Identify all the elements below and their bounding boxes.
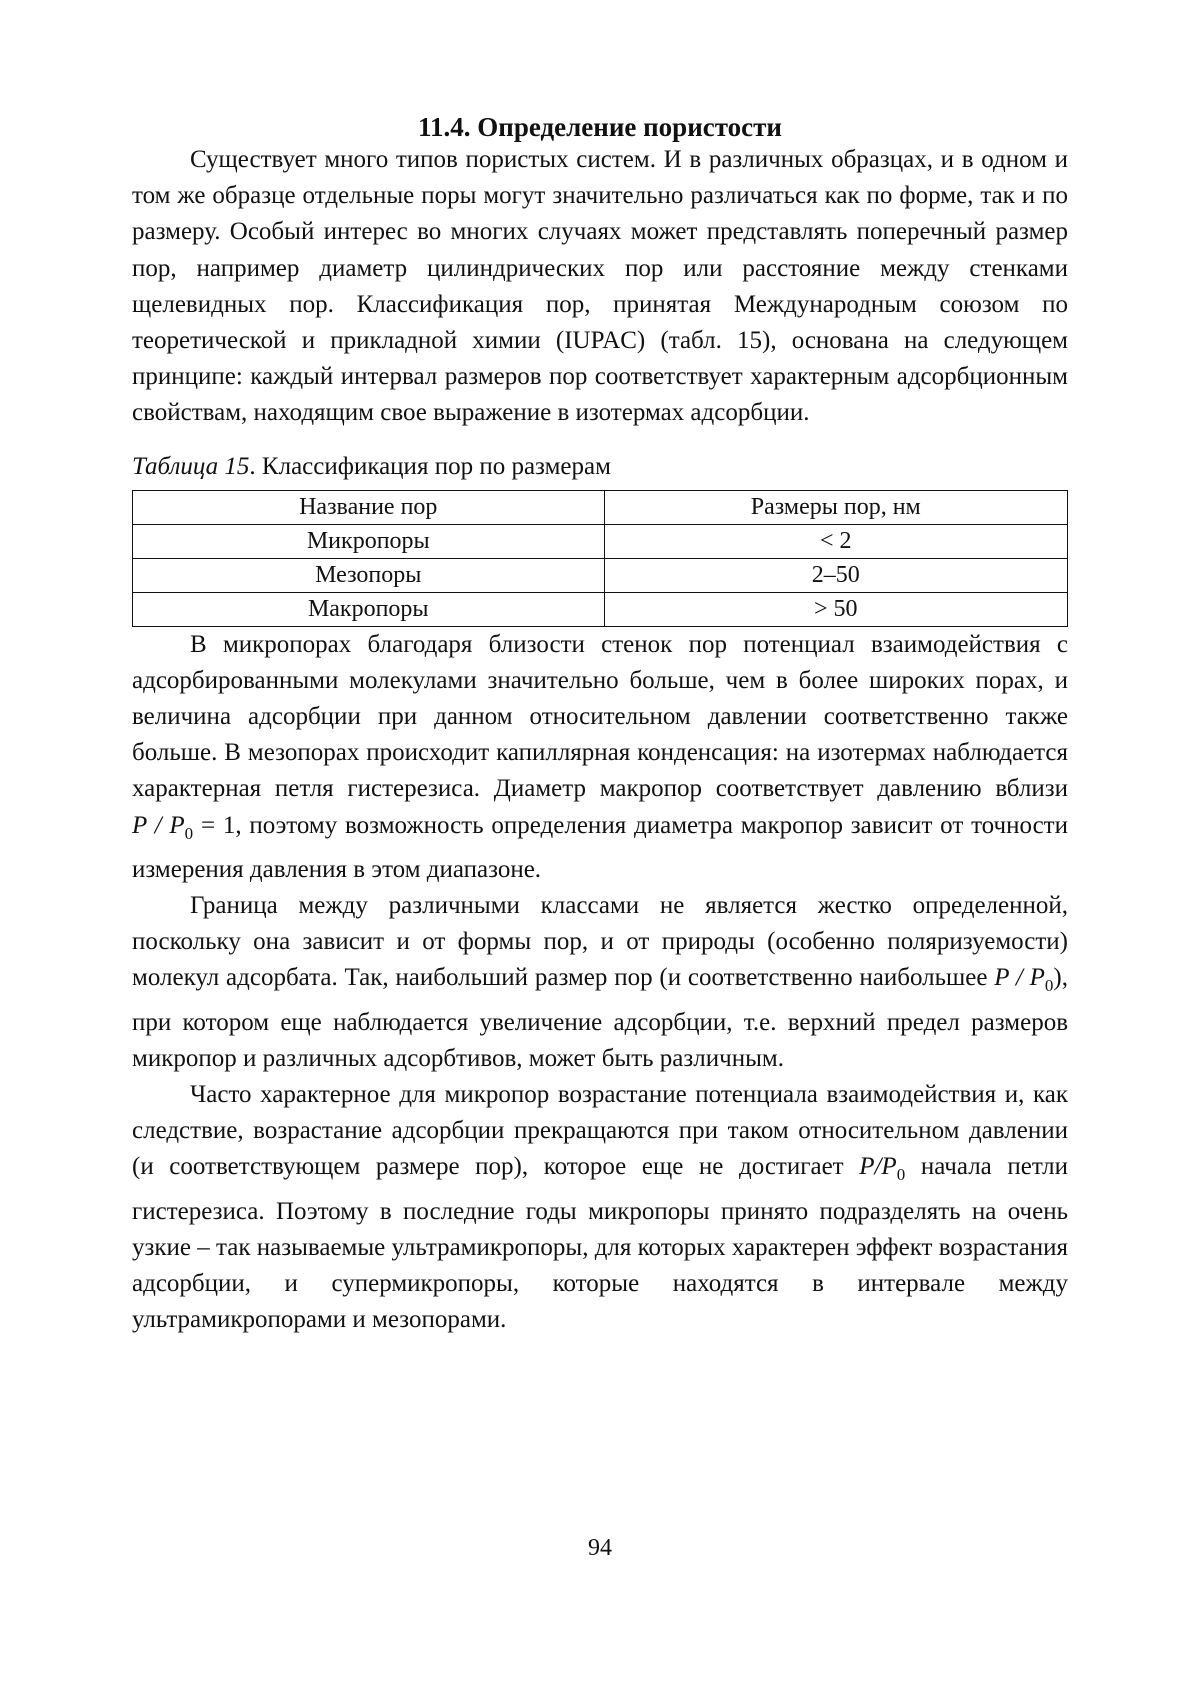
paragraph-micropores-text-1: В микропорах благодаря близости стенок пор потенциал взаимодействия с адсорбированными молекулами значительно больше, чем в более широких порах, и величина адсорбции при данном относительном давлении соответственно также больше. В мезопорах происходит капиллярная конденсация: на изотермах наблюдается характерная петля гистерезиса. Диаметр макропор соответствует давлению вблизи bbox=[132, 630, 1068, 803]
paragraph-class-boundary bbox=[132, 888, 1068, 1077]
table-cell-size: 2–50 bbox=[604, 558, 1067, 592]
table-cell-size: > 50 bbox=[604, 592, 1067, 626]
paragraph-micropores-text-2: = 1, поэтому возможность определения диаметра макропор зависит от точности измерения давления в этом диапазоне. bbox=[132, 811, 1068, 883]
section-title: 11.4. Определение пористости bbox=[418, 112, 782, 142]
paragraph-ultramicropores-text-1: Часто характерное для микропор возрастание потенциала взаимодействия и, как следствие, возрастание адсорбции прекращаются при таком относительном давлении (и соответствующем размере пор), которое еще не достигает bbox=[132, 1081, 1068, 1181]
formula-subscript: 0 bbox=[896, 1165, 906, 1185]
table-cell-name: Макропоры bbox=[133, 592, 605, 626]
pore-classification-table bbox=[132, 490, 1068, 627]
pressure-ratio-formula bbox=[994, 964, 1054, 996]
page-number: 94 bbox=[588, 1535, 612, 1561]
table-caption-label: Таблица 15 bbox=[132, 452, 250, 480]
pressure-ratio-formula bbox=[859, 1153, 906, 1185]
document-page bbox=[132, 112, 1068, 1338]
table-row bbox=[133, 524, 1068, 558]
formula-text: P/P bbox=[859, 1153, 897, 1181]
pressure-ratio-formula bbox=[132, 811, 194, 843]
formula-subscript: 0 bbox=[1044, 976, 1054, 996]
paragraph-ultramicropores-text-2: начала петли гистерезиса. Поэтому в последние годы микропоры принято подразделять на очень узкие – так называемые ультрамикропоры, для которых характерен эффект возрастания адсорбции, и супермикропоры, которые находятся в интервале между ультрамикропорами и мезопорами. bbox=[132, 1153, 1068, 1334]
table-header-size: Размеры пор, нм bbox=[604, 490, 1067, 524]
formula-subscript: 0 bbox=[184, 823, 194, 843]
table-row bbox=[133, 558, 1068, 592]
table-caption-text: . Классификация пор по размерам bbox=[249, 452, 611, 480]
paragraph-micropores bbox=[132, 627, 1068, 888]
paragraph-intro: Существует много типов пористых систем. И в различных образцах, и в одном и том же образце отдельные поры могут значительно различаться как по форме, так и по размеру. Особый интерес во многих случаях может представлять поперечный размер пор, например диаметр цилиндрических пор или расстояние между стенками щелевидных пор. Классификация пор, принятая Международным союзом по теоретической и прикладной химии (IUPAC) (табл. 15), основана на следующем принципе: каждый интервал размеров пор соответствует характерным адсорбционным свойствам, находящим свое выражение в изотермах адсорбции. bbox=[132, 146, 1068, 427]
table-header-name: Название пор bbox=[133, 490, 605, 524]
formula-text: P / P bbox=[132, 811, 185, 839]
paragraph-ultramicropores bbox=[132, 1077, 1068, 1338]
table-row bbox=[133, 592, 1068, 626]
paragraph-class-boundary-text-2: ), при котором еще наблюдается увеличение адсорбции, т.е. верхний предел размеров микропор и различных адсорбтивов, может быть различным. bbox=[132, 964, 1068, 1072]
table-cell-name: Микропоры bbox=[133, 524, 605, 558]
table-header-row bbox=[133, 490, 1068, 524]
table-cell-size: < 2 bbox=[604, 524, 1067, 558]
table-cell-name: Мезопоры bbox=[133, 558, 605, 592]
table-caption bbox=[132, 452, 1068, 482]
paragraph-class-boundary-text-1: Граница между различными классами не является жестко определенной, поскольку она зависит и от формы пор, и от природы (особенно поляризуемости) молекул адсорбата. Так, наибольший размер пор (и соответственно наибольшее bbox=[132, 892, 1068, 992]
formula-text: P / P bbox=[994, 964, 1045, 992]
